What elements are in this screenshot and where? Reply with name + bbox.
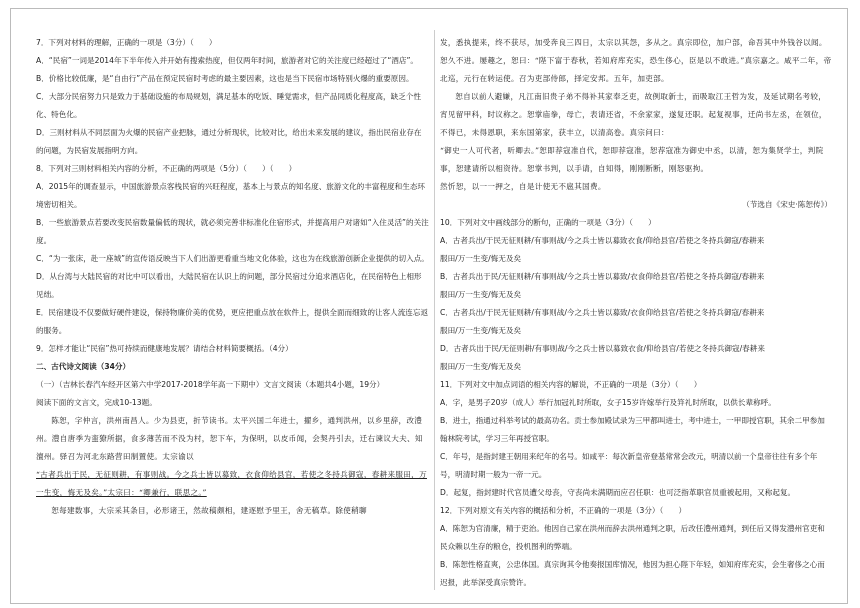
q11-option-c: C．年号，是指封建王朝用来纪年的名号。如咸平：每次新皇帝登基常常会改元，明清以前一个皇帝往往有多个年号，明清时期一般为一帝一元。 — [440, 452, 818, 479]
q11-option-d: D．起复，指封建时代官员遭父母丧，守丧尚未满期而应召任职：也可泛指革职官员重被起用，又称起复。 — [440, 488, 796, 497]
left-column — [36, 34, 429, 520]
q8-option-e: E．民宿建设不仅要做好硬件建设，保持物廉价美的优势，更应把重点放在软件上，提供全面而细致的让客人流连忘返的服务。 — [36, 308, 429, 335]
q7-option-b: B．价格比较低廉，是“自由行”产品在预定民宿时考虑的最主要因素，这也是当下民宿市场特别火爆的重要原因。 — [36, 74, 414, 83]
q11-title: 11．下列对文中加点词语的相关内容的解说，不正确的一项是（3分）（ ） — [440, 380, 702, 389]
q10-option-c-line1: C．古者兵出/于民无征则耕/有事则战/今之兵士皆以募致/衣食仰给县官/若使之冬持兵御寇/春耕来 — [440, 308, 765, 317]
q7-option-a: A．“民宿”一词是2014年下半年传入并开始有搜索热度，但仅两年时间，旅游者对它的关注度已经超过了“酒店”。 — [36, 56, 418, 65]
q10-option-a-line2: 服田/万一生变/悔无及矣 — [440, 254, 522, 263]
column-divider — [434, 30, 435, 590]
q10-option-b-line2: 服田/万一生变/悔无及矣 — [440, 290, 522, 299]
q8-option-b: B．一些旅游景点若要改变民宿数量偏低的现状，就必须完善非标准化住宿形式，并提高用户对诸如“入住灵活”的关注度。 — [36, 218, 429, 245]
q11-option-a: A．字，是男子20岁（成人）举行加冠礼时所取，女子15岁许嫁举行及笄礼时所取，以供长辈称呼。 — [440, 398, 776, 407]
q7-title: 7．下列对材料的理解，正确的一项是（3分）（ ） — [36, 38, 217, 47]
q10-option-a-line1: A．古者兵出/于民无征则耕/有事则战/今之兵士皆以募致衣食/仰给县官/若使之冬持兵御寇/春耕来 — [440, 236, 765, 245]
q9-title: 9．怎样才能让“民宿”热可持续而健康地发展？请结合材料简要概括。（4分） — [36, 344, 293, 353]
section-2-subtitle: （一）（吉林长春汽车经开区第六中学2017-2018学年高一下期中）文言文阅读（本题共4小题，19分） — [36, 380, 385, 389]
q7-option-c: C．大部分民宿努力只是致力于基础设施的布局规划，满足基本的吃饭、睡觉需求，但产品同质化程度高，缺乏个性化、特色化。 — [36, 92, 421, 119]
q8-option-d: D．从台湾与大陆民宿的对比中可以看出，大陆民宿在认识上的问题，部分民宿过分追求酒店化，在民宿特色上相形见绌。 — [36, 272, 422, 299]
q12-option-b: B．陈恕性格直爽，公忠体国。真宗询其令他奏报国库情况，他因为担心陛下年轻，如知府库充实，会生奢侈之心而迟报，此举深受真宗赞许。 — [440, 560, 825, 587]
q10-option-d-line2: 服田/万一生变/悔无及矣 — [440, 362, 522, 371]
passage-paragraph-2: 恕每建数事，大宗采其条目，必形诸王，然故稿颇相，建逐慰予里王，舍无稿草。除使稍聊 — [51, 506, 367, 515]
q8-option-a: A．2015年的调查显示，中国旅游景点客栈民宿的兴旺程度，基本上与景点的知名度、旅游文化的丰富程度和生态环境密切相关。 — [36, 182, 426, 209]
passage-cont-4: 然忻恕，以一一押之，自是计使无不扈其国费。 — [440, 182, 606, 191]
right-column — [440, 34, 832, 592]
passage-source: （节选自《宋史·陈恕传》） — [742, 200, 832, 209]
passage-underlined: “古者兵出于民，无征则耕，有事则战。今之兵士皆以募致，衣食仰给县官，若使之冬持兵御寇，春耕来服田，万一生变，悔无及矣。”太宗曰：“卿兼行，联思之。” — [36, 470, 427, 497]
passage-cont-3: “御史一人可代者，听卿去。”恕即荐寇准自代，恕即荐寇准，恕荐寇准为御史中丞，以清，恕为集贤学士，判院事，恕建请所以相资待。恕掌书判，以手请，自知得，刚刚断断，刚怒驱拘。 — [440, 146, 824, 173]
q10-title: 10．下列对文中画线部分的断句，正确的一项是（3分）（ ） — [440, 218, 656, 227]
q7-option-d: D．三则材料从不同层面为火爆的民宿产业把脉，通过分析现状，比较对比，给出未来发展的建议，指出民宿业存在的问题，为民宿发展指明方向。 — [36, 128, 422, 155]
q8-option-c: C．“为一张床，赴一座城”的宣传语反映当下人们出游更看重当地文化体验，这也为在线旅游创新企业提供的切入点。 — [36, 254, 429, 263]
q11-option-b: B．进士，指通过科举考试的最高功名。贡士参加殿试录为三甲都叫进士，考中进士，一甲即授官职，其余二甲参加翰林院考试，学习三年再授官职。 — [440, 416, 825, 443]
q12-option-a: A．陈恕为官清廉，精于吏治。他因自己家在洪州而辞去洪州通判之职，后改任澧州通判，到任后又得发澧州官吏和民众赖以生存的粮仓，投机图利的弊端。 — [440, 524, 825, 551]
q10-option-c-line2: 服田/万一生变/悔无及矣 — [440, 326, 522, 335]
q12-title: 12．下列对原文有关内容的概括和分析，不正确的一项是（3分）（ ） — [440, 506, 687, 515]
q10-option-d-line1: D．古者兵出于民/无征则耕/有事则战/今之兵士皆以募致衣食/仰给县官/若使之冬持兵御寇/春耕来 — [440, 344, 765, 353]
section-2-instruction: 阅读下面的文言文，完成10-13题。 — [36, 398, 157, 407]
passage-cont-2: 恕自以前人避嫌，凡江南旧贵子弟不得补其家奉乏吏，故例取新士，而吸取江王哲为发，及延试期名考较，宵见留甲科，时议称之。恕掌庙拳，母亡，表请还省，不余家家，遂复还职。起复视事，迁尚书左丞，在领位，不得已，未得恩职，来东国第家，获丰立，以清高卷。真宗问曰： — [440, 92, 827, 137]
q10-option-b-line1: B．古者兵出于民/无征则耕/有事则战/今之兵士皆以募致/衣食仰给县官/若使之冬持兵御寇/春耕来 — [440, 272, 765, 281]
section-2-title: 二、古代诗文阅读（34分） — [36, 362, 131, 371]
passage-paragraph-1: 陈恕，字仲言，洪州南昌人。少为县吏，折节读书。太平兴国二年进士，擢乡，通判洪州，以乡里辞，改澧州。澧自唐季为蛮獠所据，食多薄苦而不没为村，恕下车，为保明，以皮币闻，会契丹引去，迁右谏议大夫、知澶州。驿召为河北东路营田制置使。太宗谕以 — [36, 416, 423, 461]
q8-title: 8．下列对三则材料相关内容的分析，不正确的两项是（5分）（ ）（ ） — [36, 164, 297, 173]
passage-cont-1: 发，悉执提来，终不获尽，加受奔良三四日，太宗以其怨，多从之。真宗即位，加户部，命吾其中外钱谷以闻。恕久不进。屡趣之，恕曰：“陛下富于春秋，若知府库充实，恐生侈心，臣是以不敢进。”真宗嘉之。咸平二年，帝北巡，元行在转运使。召为吏部侍郎，择定安邦。五年，加吏部。 — [440, 38, 832, 83]
